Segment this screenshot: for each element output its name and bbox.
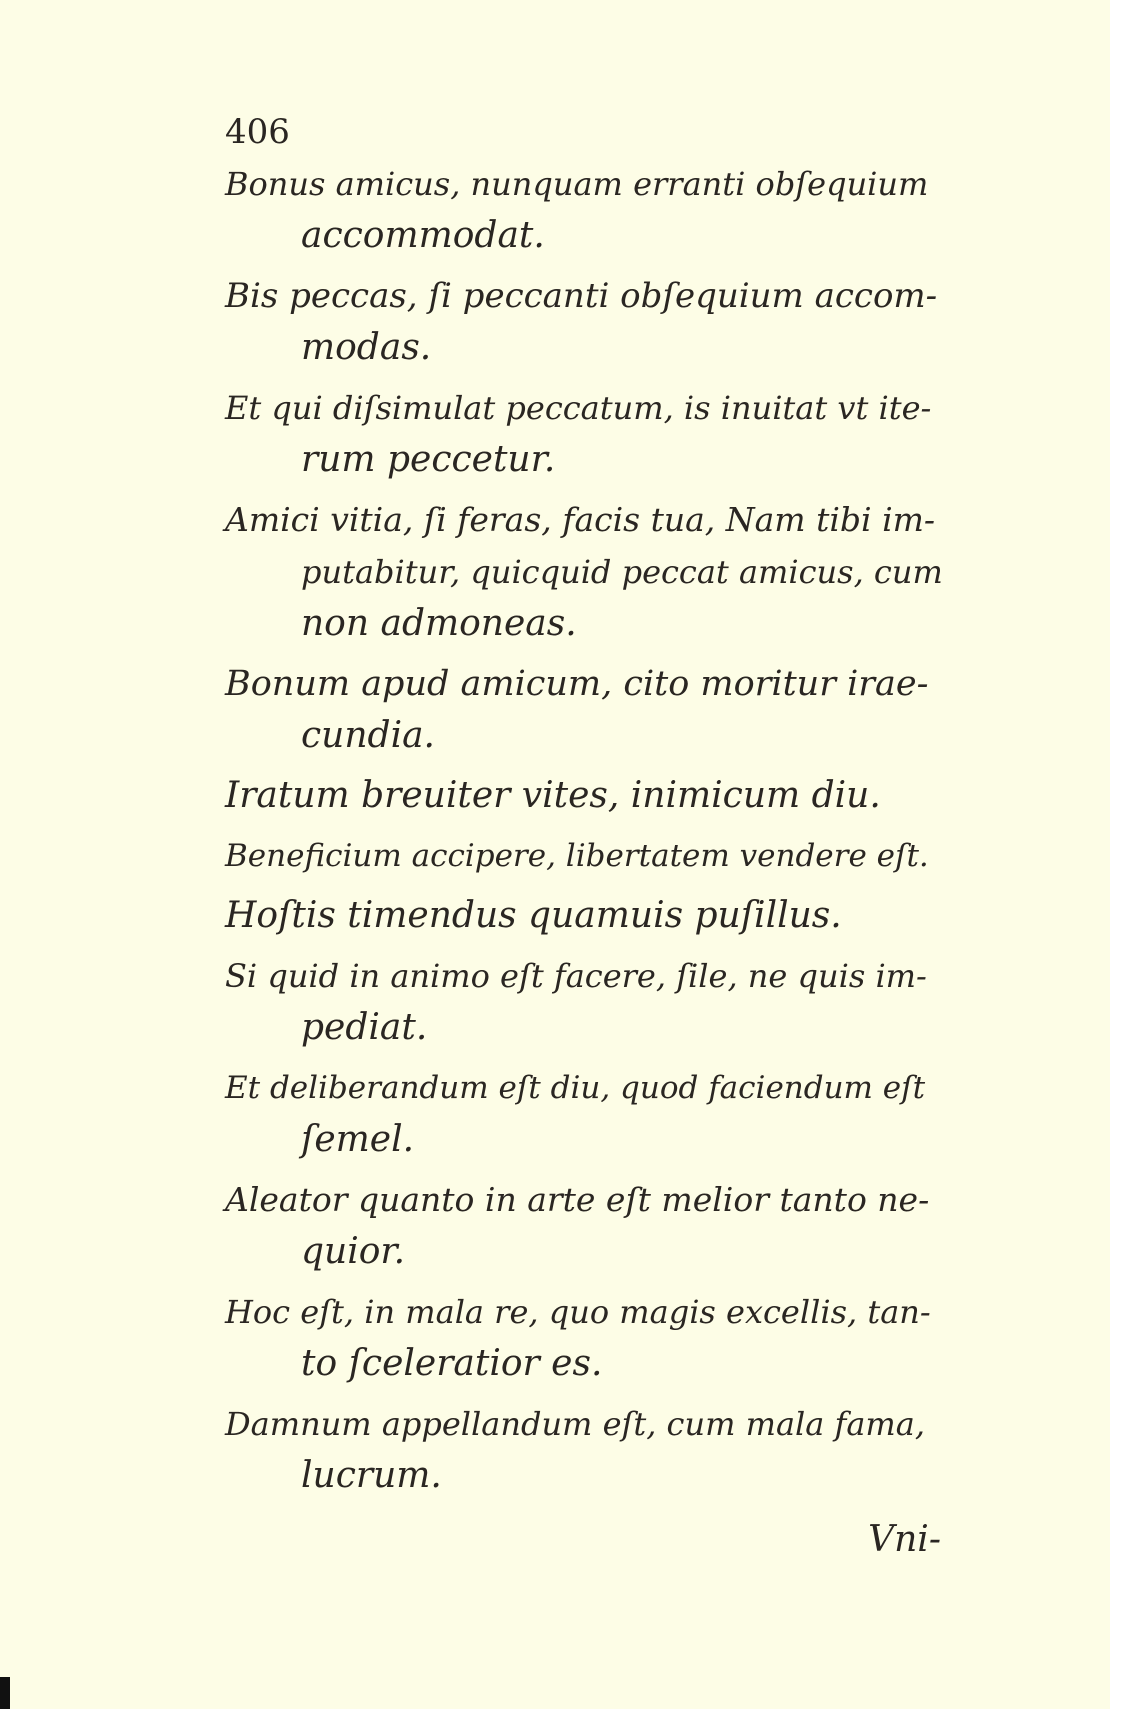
page-text bbox=[225, 106, 945, 1566]
entry-continuation-line: non admoneas. bbox=[301, 603, 577, 644]
entry-first-line: Aleator quanto in arte eſt melior tanto ne- bbox=[225, 1180, 930, 1219]
catchword: Vni- bbox=[868, 1519, 941, 1560]
entry bbox=[225, 1398, 945, 1502]
entry bbox=[225, 950, 945, 1054]
entry-continuation-line: lucrum. bbox=[301, 1455, 442, 1496]
entry-continuation-line: modas. bbox=[301, 327, 432, 368]
entry-continuation-line: ſemel. bbox=[301, 1119, 415, 1160]
entry-continuation-line: rum peccetur. bbox=[301, 439, 556, 480]
entry-first-line: Damnum appellandum eſt, cum mala fama, bbox=[225, 1405, 926, 1443]
entry-first-line: Amici vitia, ſi feras, facis tua, Nam tibi im- bbox=[225, 500, 936, 539]
entry bbox=[225, 494, 945, 650]
entry-first-line: Hoc eſt, in mala re, quo magis excellis, tan- bbox=[225, 1293, 931, 1331]
entry-first-line: Iratum breuiter vites, inimicum diu. bbox=[225, 775, 881, 816]
entry-first-line: Bis peccas, ſi peccanti obſequium accom- bbox=[225, 276, 938, 316]
entry bbox=[225, 658, 945, 762]
entry-continuation-line: to ſceleratior es. bbox=[301, 1343, 603, 1384]
entry bbox=[225, 270, 945, 374]
entry bbox=[225, 770, 945, 822]
entry bbox=[225, 890, 945, 942]
entry bbox=[225, 382, 945, 486]
entry-first-line: Beneficium accipere, libertatem vendere eſt. bbox=[225, 838, 929, 874]
entry-continuation-line: putabitur, quicquid peccat amicus, cum bbox=[301, 553, 943, 591]
entry-first-line: Bonum apud amicum, cito moritur irae- bbox=[225, 664, 929, 704]
entry-first-line: Et qui diſsimulat peccatum, is inuitat vt ite- bbox=[225, 389, 932, 427]
entry bbox=[225, 1286, 945, 1390]
entry-first-line: Bonus amicus, nunquam erranti obſequium bbox=[225, 165, 929, 203]
entry-continuation-line: cundia. bbox=[301, 715, 435, 756]
entry-continuation-line: quior. bbox=[301, 1231, 406, 1272]
entry bbox=[225, 1062, 945, 1166]
scan-edge-mark bbox=[0, 1677, 10, 1709]
entry-first-line: Hoſtis timendus quamuis puſillus. bbox=[225, 895, 842, 936]
entry-first-line: Et deliberandum eſt diu, quod faciendum eſt bbox=[225, 1070, 926, 1106]
page-number: 406 bbox=[225, 112, 290, 152]
entry-continuation-line: pediat. bbox=[301, 1007, 428, 1048]
entry bbox=[225, 1174, 945, 1278]
entry-first-line: Si quid in animo eſt facere, ſile, ne quis im- bbox=[225, 957, 927, 995]
entry-continuation-line: accommodat. bbox=[301, 215, 545, 256]
entry bbox=[225, 830, 945, 882]
entry bbox=[225, 158, 945, 262]
